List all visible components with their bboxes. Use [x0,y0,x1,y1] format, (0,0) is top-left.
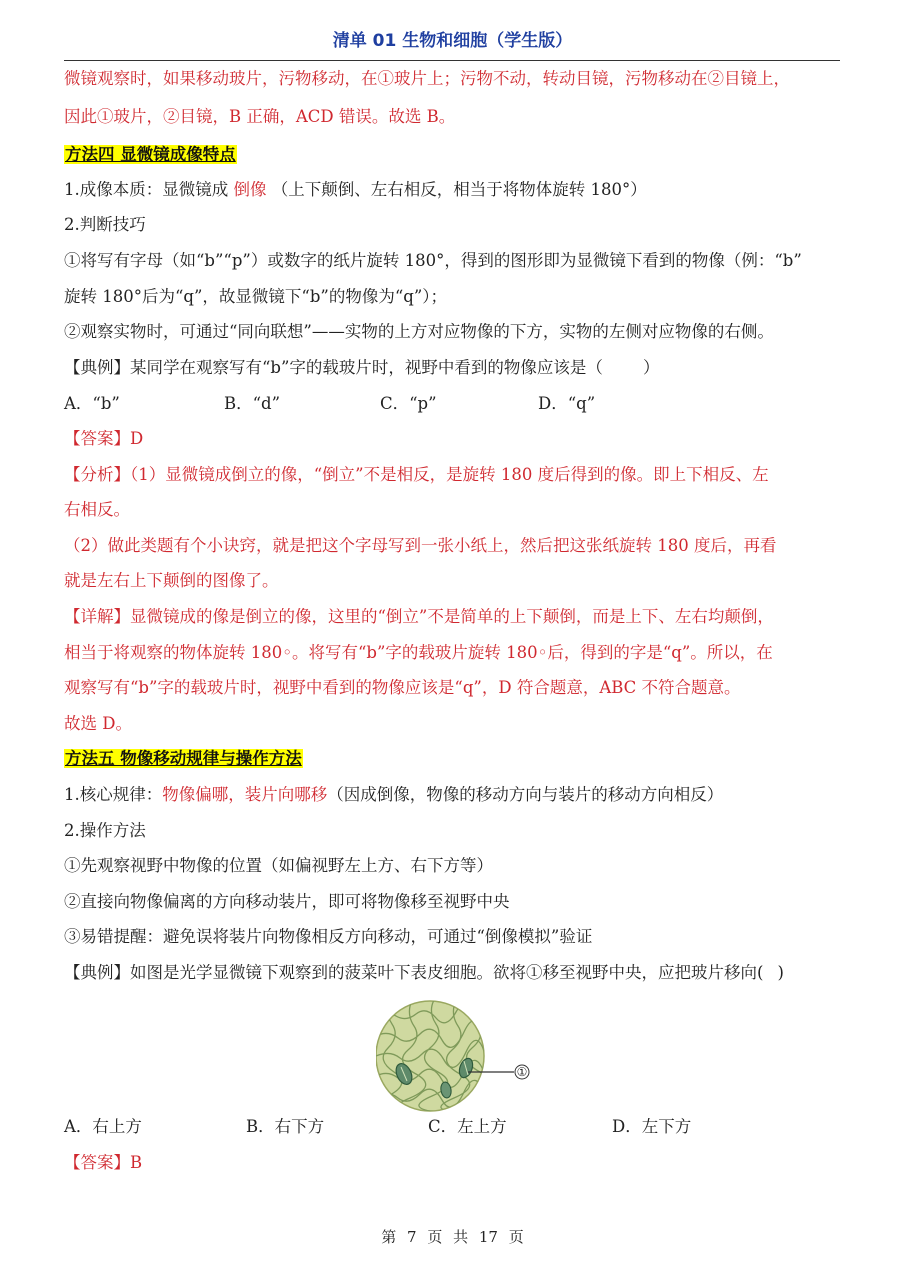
intro-line-2: 因此①玻片，②目镜，B 正确，ACD 错误。故选 B。 [64,107,456,126]
page-footer: 第 7 页 共 17 页 [381,1228,524,1246]
method4-point-2: 2.判断技巧 [64,215,146,234]
method5-point-1-prefix: 1.核心规律： [64,785,163,804]
method5-point-1 [64,784,723,806]
method4-analysis-4: 就是左右上下颠倒的图像了。 [64,571,279,590]
method5-heading-row [64,748,303,770]
method5-point-3: ①先观察视野中物像的位置（如偏视野左上方、右下方等） [64,856,493,875]
method4-point-5: ②观察实物时，可通过“同向联想”——实物的上方对应物像的下方，实物的左侧对应物像的右侧。 [64,322,774,341]
method4-point-1-highlight: 倒像 [233,180,267,199]
method5-example [64,962,784,984]
method5-option-a: A．右上方 [64,1117,142,1136]
method5-example-text: 【典例】如图是光学显微镜下观察到的菠菜叶下表皮细胞。欲将①移至视野中央，应把玻片移向( [64,963,764,982]
method5-option-c: C．左上方 [428,1117,507,1136]
spinach-cell-micrograph [376,1000,546,1112]
intro-line-1: 微镜观察时，如果移动玻片，污物移动，在①玻片上；污物不动，转动目镜，污物移动在②目镜上， [64,69,790,88]
method4-analysis-3: （2）做此类题有个小诀窍，就是把这个字母写到一张小纸上，然后把这张纸旋转 180 度后，再看 [64,536,777,555]
method4-conclusion: 故选 D。 [64,714,132,733]
method5-option-b: B．右下方 [246,1117,325,1136]
method5-point-1-highlight: 物像偏哪，装片向哪移 [162,785,328,804]
micrograph-svg [376,1000,546,1112]
method4-point-1 [64,179,647,201]
method5-point-2: 2.操作方法 [64,821,146,840]
figure-label-1: ① [516,1065,528,1079]
method4-point-1-suffix: （上下颠倒、左右相反，相当于将物体旋转 180°） [271,180,647,199]
method4-detail-2: 相当于将观察的物体旋转 180◦。将写有“b”字的载玻片旋转 180◦后，得到的字是“q”。所以，在 [64,643,773,662]
method4-analysis-2: 右相反。 [64,500,130,519]
header-divider [64,60,840,61]
method5-answer: 【答案】B [64,1153,143,1172]
method4-point-1-prefix: 1.成像本质：显微镜成 [64,180,229,199]
method4-example [64,357,659,379]
method4-example-close: ） [642,358,660,377]
page-header-title: 清单 01 生物和细胞（学生版） [332,31,573,51]
method5-point-5: ③易错提醒：避免误将装片向物像相反方向移动，可通过“倒像模拟”验证 [64,927,593,946]
method4-option-b: B．“d” [224,394,281,413]
method4-heading-row [64,144,237,166]
method4-analysis-1: 【分析】（1）显微镜成倒立的像，“倒立”不是相反，是旋转 180 度后得到的像。即上下相反、左 [64,465,769,484]
method4-point-4: 旋转 180°后为“q”，故显微镜下“b”的物像为“q”）； [64,287,448,306]
method4-heading: 方法四 显微镜成像特点 [65,145,236,164]
method4-answer: 【答案】D [64,429,144,448]
method4-point-3: ①将写有字母（如“b”“p”）或数字的纸片旋转 180°，得到的图形即为显微镜下看到的物像（例：“b” [64,251,802,270]
method4-option-c: C．“p” [380,394,437,413]
method4-detail-1: 【详解】显微镜成的像是倒立的像，这里的“倒立”不是简单的上下颠倒，而是上下、左右均颠倒， [64,607,774,626]
method5-point-1-suffix: （因成倒像，物像的移动方向与装片的移动方向相反） [327,785,724,804]
method5-option-d: D．左下方 [612,1117,692,1136]
method4-example-text: 【典例】某同学在观察写有“b”字的载玻片时，视野中看到的物像应该是（ [64,358,603,377]
method4-option-d: D．“q” [538,394,596,413]
method4-detail-3: 观察写有“b”字的载玻片时，视野中看到的物像应该是“q”，D 符合题意，ABC 不符合题意。 [64,678,741,697]
method4-option-a: A．“b” [64,394,120,413]
method5-heading: 方法五 物像移动规律与操作方法 [65,749,302,768]
method5-example-close: ) [777,963,784,982]
method5-point-4: ②直接向物像偏离的方向移动装片，即可将物像移至视野中央 [64,892,510,911]
